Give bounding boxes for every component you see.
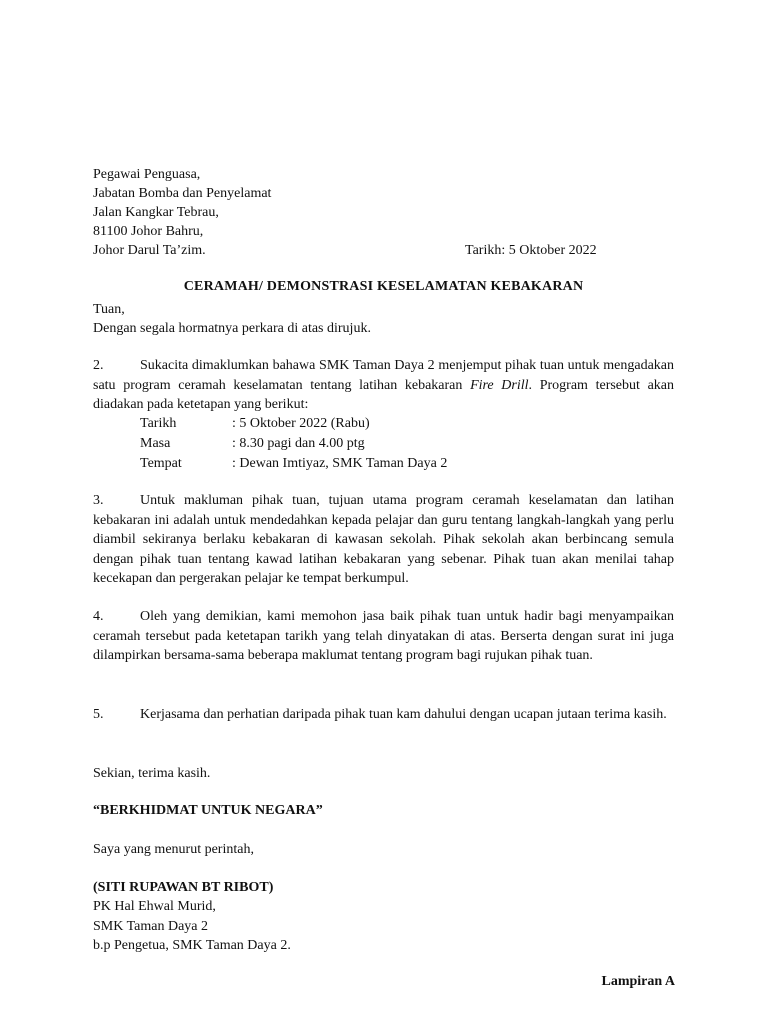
paragraph-2 (93, 356, 674, 415)
signatory-name: (SITI RUPAWAN BT RIBOT) (93, 880, 274, 895)
detail-row-place (140, 454, 447, 473)
paragraph-5-number: 5. (93, 707, 104, 722)
paragraph-5 (93, 705, 674, 725)
detail-label: Masa (140, 436, 171, 451)
reference-line: Dengan segala hormatnya perkara di atas dirujuk. (93, 321, 371, 336)
detail-value: : Dewan Imtiyaz, SMK Taman Daya 2 (232, 456, 448, 471)
detail-value: : 8.30 pagi dan 4.00 ptg (232, 436, 365, 451)
closing-line: Sekian, terima kasih. (93, 766, 211, 781)
paragraph-4-number: 4. (93, 609, 104, 624)
letter-title: CERAMAH/ DEMONSTRASI KESELAMATAN KEBAKARAN (183, 279, 584, 294)
recipient-line-4: 81100 Johor Bahru, (93, 224, 204, 239)
detail-row-date (140, 414, 370, 433)
paragraph-2-italic: Fire Drill (470, 377, 529, 393)
paragraph-4 (93, 607, 674, 666)
paragraph-3-number: 3. (93, 493, 104, 508)
paragraph-2-number: 2. (93, 358, 104, 373)
salutation: Tuan, (93, 302, 125, 317)
recipient-line-1: Pegawai Penguasa, (93, 167, 201, 182)
signatory-position: PK Hal Ehwal Murid, (93, 899, 216, 914)
recipient-line-5: Johor Darul Ta’zim. (93, 243, 206, 258)
motto: “BERKHIDMAT UNTUK NEGARA” (93, 803, 323, 818)
paragraph-3 (93, 491, 674, 589)
detail-label: Tempat (140, 456, 182, 471)
paragraph-2-text: Sukacita dimaklumkan bahawa SMK Taman Daya 2 menjemput pihak tuan untuk mengadakan satu program ceramah keselamatan tentang latihan kebakaran (93, 358, 674, 393)
recipient-line-2: Jabatan Bomba dan Penyelamat (93, 186, 272, 201)
paragraph-2-text-end: . Program tersebut akan diadakan pada ketetapan yang berikut: (93, 377, 675, 412)
recipient-line-3: Jalan Kangkar Tebrau, (93, 205, 219, 220)
letter-date: Tarikh: 5 Oktober 2022 (465, 243, 597, 258)
paragraph-4-text: Oleh yang demikian, kami memohon jasa baik pihak tuan untuk hadir bagi menyampaikan ceramah tersebut pada ketetapan tarikh yang telah dinyatakan di atas. Berserta dengan surat ini juga dilampirkan bersama-sama beberapa maklumat tentang program bagi rujukan pihak tuan. (93, 609, 674, 663)
paragraph-3-text: Untuk makluman pihak tuan, tujuan utama program ceramah keselamatan dan latihan kebakaran ini adalah untuk mendedahkan kepada pelajar dan guru tentang langkah-langkah yang perlu diambil sekiranya berlaku kebakaran di kawasan sekolah. Pihak sekolah akan berbincang semula dengan pihak tuan tentang kawad latihan kebakaran yang sebenar. Pihak tuan akan menilai tahap kecekapan dan pergerakan pelajar ke tempat berkumpul. (93, 493, 674, 586)
detail-row-time (140, 434, 365, 453)
attachment-label: Lampiran A (601, 974, 675, 989)
paragraph-5-text: Kerjasama dan perhatian daripada pihak tuan kam dahului dengan ucapan jutaan terima kasih. (140, 707, 667, 722)
signatory-on-behalf: b.p Pengetua, SMK Taman Daya 2. (93, 938, 291, 953)
order-line: Saya yang menurut perintah, (93, 842, 254, 857)
detail-label: Tarikh (140, 416, 177, 431)
detail-value: : 5 Oktober 2022 (Rabu) (232, 416, 370, 431)
signatory-school: SMK Taman Daya 2 (93, 919, 209, 934)
